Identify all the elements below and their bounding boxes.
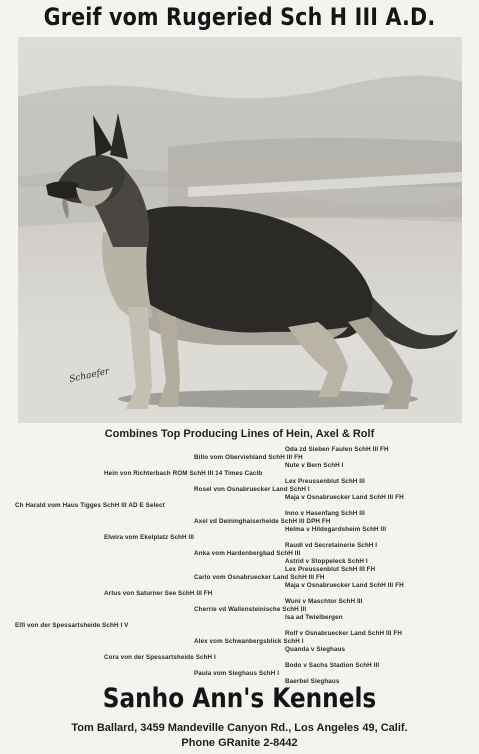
kennel-phone: Phone GRanite 2-8442	[181, 737, 298, 749]
pedigree-entry: Elfi von der Spessartsheide SchH I V	[15, 622, 129, 629]
dog-photo	[18, 37, 462, 423]
pedigree-entry: Billo vom Oberviehland SchH III FH	[194, 454, 303, 461]
pedigree-entry: Lex Preussenblut SchH III FH	[285, 566, 376, 573]
pedigree-entry: Wuni v Maschtor SchH III	[285, 598, 363, 605]
photographer-signature: Schaefer	[68, 366, 111, 385]
pedigree-entry: Hein von Richterbach ROM SchH III 14 Times CacIb	[104, 470, 263, 477]
pedigree-entry: Rolf v Osnabruecker Land SchH III FH	[285, 630, 402, 637]
pedigree-entry: Astrid v Stoppeleck SchH I	[285, 558, 368, 565]
pedigree-headline: Combines Top Producing Lines of Hein, Axel & Rolf	[104, 428, 375, 440]
pedigree-entry: Rosel von Osnabruecker Land SchH I	[194, 486, 310, 493]
pedigree-entry: Artus von Saturner See SchH III FH	[104, 590, 213, 597]
pedigree-entry: Anka vom Hardenbergbad SchH III	[194, 550, 301, 557]
pedigree-entry: Elwira vom Ekelplatz SchH III	[104, 534, 195, 541]
pedigree-entry: Raudi vd Secretainerie SchH I	[285, 542, 378, 549]
kennel-name: Sanho Ann's Kennels	[102, 683, 377, 714]
pedigree-entry: Inno v Hasenfang SchH III	[285, 510, 365, 517]
pedigree-entry: Axel vd Deininghaiserheide SchH III DPH FH	[194, 518, 331, 525]
dog-photo-illustration	[18, 37, 462, 423]
pedigree-entry: Maja v Osnabruecker Land SchH III FH	[285, 494, 404, 501]
pedigree-entry: Maja v Osnabruecker Land SchH III FH	[285, 582, 404, 589]
pedigree-entry: Carlo vom Osnabruecker Land SchH III FH	[194, 574, 325, 581]
pedigree-entry: Nute v Bern SchH I	[285, 462, 344, 469]
pedigree-entry: Bodo v Sachs Stadion SchH III	[285, 662, 380, 669]
pedigree-entry: Baerbel Sieghaus	[285, 678, 340, 685]
pedigree-entry: Lex Preussenblut SchH III	[285, 478, 365, 485]
kennel-address: Tom Ballard, 3459 Mandeville Canyon Rd., Los Angeles 49, Calif.	[71, 722, 408, 734]
pedigree-entry: Cherrie vd Wallensteinische SchH III	[194, 606, 307, 613]
pedigree-entry: Oda zd Sieben Faulen SchH III FH	[285, 446, 389, 453]
pedigree-entry: Cora von der Spessartsheide SchH I	[104, 654, 216, 661]
pedigree-entry: Ch Harald vom Haus Tigges SchH III AD E Select	[15, 502, 165, 509]
pedigree-entry: Paula vom Sieghaus SchH I	[194, 670, 280, 677]
pedigree-entry: Helma v Hildegardsheim SchH III	[285, 526, 387, 533]
page-title: Greif vom Rugeried Sch H III A.D.	[43, 3, 436, 31]
pedigree-entry: Alex vom Schwanbergsblick SchH I	[194, 638, 304, 645]
pedigree-entry: Quanda v Sieghaus	[285, 646, 346, 653]
pedigree-entry: Isa ad Twielbergen	[285, 614, 343, 621]
